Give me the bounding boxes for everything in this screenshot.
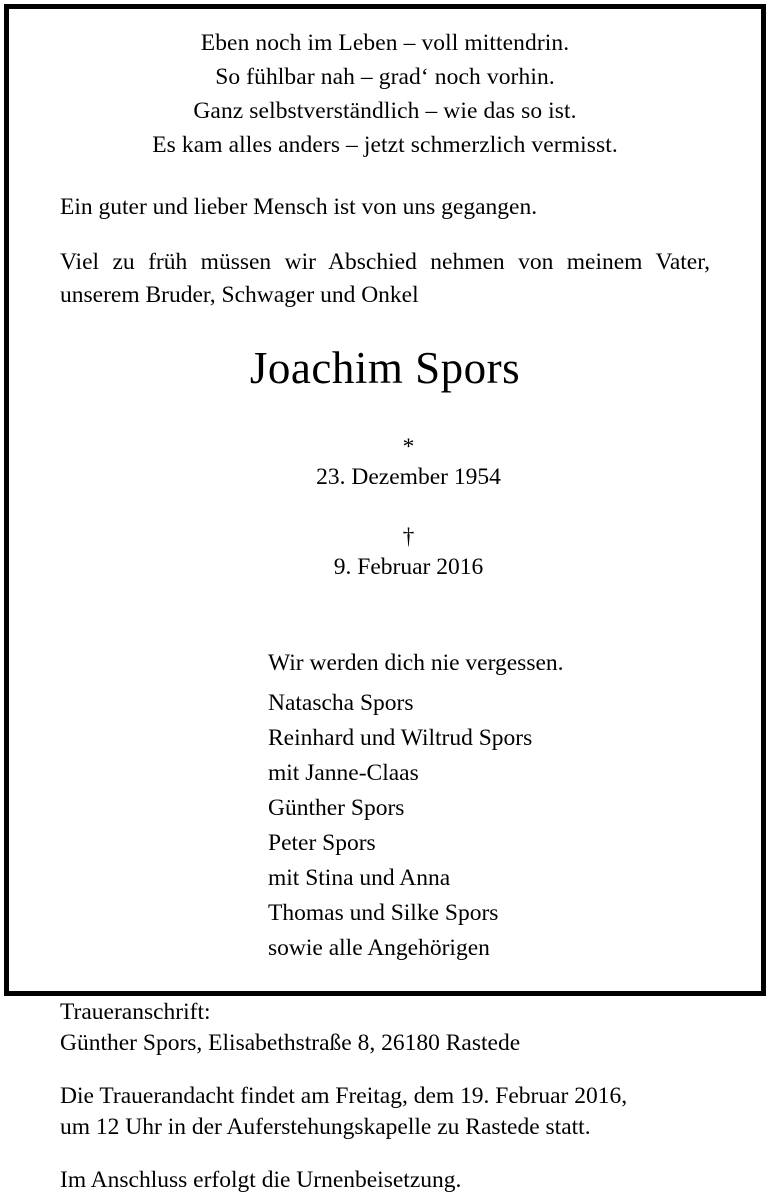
notice-details (60, 997, 710, 1196)
poem-line: So fühlbar nah – grad‘ noch vorhin. (215, 64, 555, 90)
intro-paragraph-first: Ein guter und lieber Mensch ist von uns gegangen. (60, 194, 538, 220)
birth-symbol: * (402, 434, 415, 460)
mourning-intro: Wir werden dich nie vergessen. (268, 650, 564, 676)
poem-line: Ganz selbstverständlich – wie das so ist. (193, 98, 577, 124)
death-date: 9. Februar 2016 (333, 554, 484, 580)
deceased-name: Joachim Spors (249, 343, 521, 393)
address-label: Traueranschrift: (60, 999, 211, 1025)
notice-content (60, 0, 710, 1193)
mourner-name: mit Stina und Anna (268, 865, 451, 891)
mourner-name: Reinhard und Wiltrud Spors (268, 725, 533, 751)
closing-note (60, 1165, 710, 1196)
mourner-name: mit Janne-Claas (268, 760, 419, 786)
service-line: Die Trauerandacht findet am Freitag, dem 19. Februar 2016, (60, 1083, 628, 1109)
mourner-name: sowie alle Angehörigen (268, 935, 490, 961)
service-line: um 12 Uhr in der Auferstehungskapelle zu Rastede statt. (60, 1114, 591, 1140)
address-value: Günther Spors, Elisabethstraße 8, 26180 Rastede (60, 1030, 521, 1056)
mourner-name: Peter Spors (268, 830, 376, 856)
birth-date: 23. Dezember 1954 (316, 464, 501, 490)
service-information (60, 1081, 710, 1143)
mourner-name: Günther Spors (268, 795, 405, 821)
memorial-poem (60, 0, 710, 162)
mourner-name: Thomas und Silke Spors (268, 900, 499, 926)
poem-line: Es kam alles anders – jetzt schmerzlich vermisst. (152, 132, 618, 158)
deceased-block (60, 342, 710, 612)
condolence-address (60, 997, 710, 1059)
life-dates (60, 402, 710, 612)
death-symbol: † (402, 524, 415, 550)
closing-line: Im Anschluss erfolgt die Urnenbeisetzung. (60, 1167, 462, 1193)
mourners-block (268, 646, 710, 966)
poem-line: Eben noch im Leben – voll mittendrin. (200, 30, 570, 56)
mourner-name: Natascha Spors (268, 690, 414, 716)
intro-paragraph-second: Viel zu früh müssen wir Abschied nehmen von meinem Vater, unserem Bruder, Schwager und Onkel (60, 249, 710, 308)
